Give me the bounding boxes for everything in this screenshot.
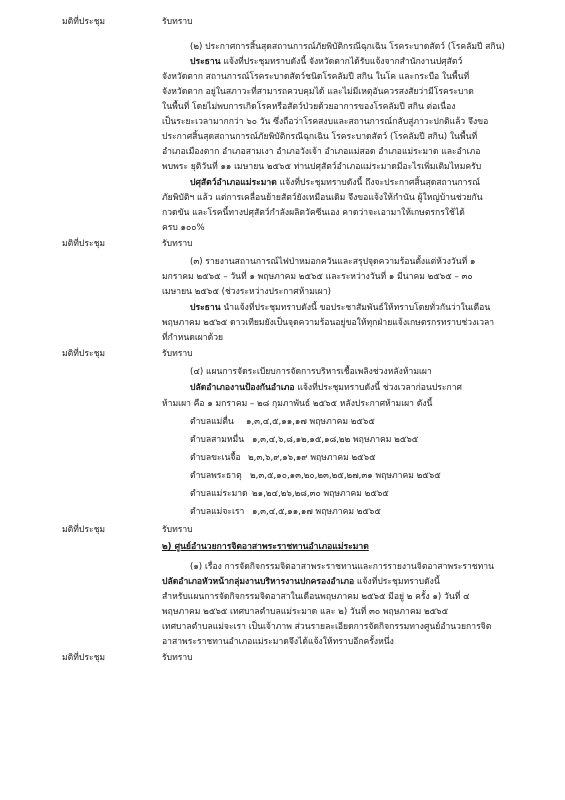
paragraph-line: ในพื้นที่ โดยไม่พบการเกิดโรคหรือสัตว์ป่วยด้วยอาการของโรคลัมปี สกิน ต่อเนื่อง [162,102,456,112]
subdistrict-name: ตำบลขะเนจื้อ [190,453,241,463]
paragraph-line: จังหวัดตาก สถานการณ์โรคระบาดสัตว์ชนิดโรคลัมปี สกิน ในโค และกระบือ ในพื้นที่ [162,72,470,82]
paragraph-line: (๓) รายงานสถานการณ์ไฟป่าหมอกควันและสรุปจุดความร้อนตั้งแต่ห้วงวันที่ ๑ [190,257,476,267]
paragraph-line: แจ้งที่ประชุมทราบดังนี้ จังหวัดตากได้รับแจ้งจากสำนักงานปศุสัตว์ [223,57,463,67]
paragraph-line: (๑) เรื่อง การจัดกิจกรรมจิตอาสาพระราชทานและการรายงานจิตอาสาพระราชทาน [190,562,494,572]
paragraph-line: ประกาศสิ้นสุดสถานการณ์ภัยพิบัติกรณีฉุกเฉิน โรคระบาดสัตว์ (โรคลัมปี สกิน) ในพื้นที่ [162,132,478,142]
paragraph-line: ห้ามเผา คือ ๑ มกราคม – ๒๘ กุมภาพันธ์ ๒๕๖๕ หลังประกาศห้ามเผา ดังนี้ [162,399,433,409]
paragraph-line: แจ้งที่ประชุมทราบดังนี้ ช่วงเวลาก่อนประกาศ [297,383,463,393]
paragraph-line: มกราคม ๒๕๖๕ – วันที่ ๑ พฤษภาคม ๒๕๖๕ และระหว่างวันที่ ๑ มีนาคม ๒๕๖๕ – ๓๐ [162,272,473,282]
paragraph-line: ภัยพิบัติฯ แล้ว แต่การเคลื่อนย้ายสัตว์ยังเหมือนเดิม จึงขอแจ้งให้กำนัน ผู้ใหญ่บ้านช่วยกัน [162,193,483,203]
paragraph-line: สำหรับแผนการจัดกิจกรรมจิตอาสาในเดือนพฤษภาคม ๒๕๖๕ มีอยู่ ๒ ครั้ง ๑) วันที่ ๔ [162,592,470,602]
burning-days: ๒,๓,๖,๙,๑๖,๑๙ พฤษภาคม ๒๕๖๕ [248,453,376,463]
paragraph-line: อาสาพระราชทานอำเภอแม่ระมาดจึงได้แจ้งให้ทราบอีกครั้งหนึ่ง [162,637,394,647]
burning-days: ๑,๓,๔,๕,๑๑,๑๗ พฤษภาคม ๒๕๖๕ [246,417,375,427]
resolution-label: มติที่ประชุม [62,239,106,249]
burning-days: ๒๑,๒๔,๒๖,๒๘,๓๐ พฤษภาคม ๒๕๖๕ [252,489,389,499]
paragraph-line: นำแจ้งที่ประชุมทราบดังนี้ ขอประชาสัมพันธ์ให้ทราบโดยทั่วกันว่าในเดือน [223,303,491,313]
paragraph-line: พบพระ ยุติวันที่ ๑๑ เมษายน ๒๕๖๕ ท่านปศุสัตว์อำเภอแม่ระมาดมีอะไรเพิ่มเติมไหมครับ [162,162,482,172]
resolution-label: มติที่ประชุม [62,653,106,663]
subdistrict-name: ตำบลสามหมื่น [190,435,245,445]
paragraph-line: ครบ ๑๐๐% [162,223,205,233]
burning-days: ๒,๓,๕,๑๐,๑๓,๒๐,๒๓,๒๕,๒๗,๓๑ พฤษภาคม ๒๕๖๕ [250,471,441,481]
paragraph-line: แจ้งที่ประชุมทราบดังนี้ [356,577,440,587]
covid-end-title: (๒) ประกาศการสิ้นสุดสถานการณ์ภัยพิบัติกรณีฉุกเฉิน โรคระบาดสัตว์ (โรคลัมปี สกิน) [190,42,505,52]
paragraph-line: อำเภอเมืองตาก อำเภอสามเงา อำเภอวังเจ้า อำเภอแม่สอด อำเภอแม่ระมาด และอำเภอ [162,147,481,157]
chair-lead: ประธาน [190,57,221,67]
paragraph-line: เมษายน ๒๕๖๕ (ช่วงระหว่างประกาศห้ามเผา) [162,287,332,297]
resolution-label: มติที่ประชุม [62,525,106,535]
paragraph-line: แจ้งที่ประชุมทราบดังนี้ ถึงจะประกาศสิ้นสุดสถานการณ์ [279,178,481,188]
paragraph-line: ที่กำหนดเผาด้วย [162,333,224,343]
acknowledged-text: รับทราบ [162,525,193,535]
paragraph-line: เป็นระยะเวลามากกว่า ๖๐ วัน ซึ่งถือว่าโรคสงบและสถานการณ์กลับสู่ภาวะปกติแล้ว จึงขอ [162,117,489,127]
admin-officer-lead: ปลัดอำเภอหัวหน้ากลุ่มงานบริหารงานปกครองอำเภอ [162,577,355,587]
district-officer-lead: ปลัดอำเภองานป้องกันอำเภอ [190,383,295,393]
paragraph-line: พฤษภาคม ๒๕๖๕ เทศบาลตำบลแม่ระมาด และ ๒) วันที่ ๓๐ พฤษภาคม ๒๕๖๕ [162,607,449,617]
subdistrict-name: ตำบลพระธาตุ [190,471,242,481]
volunteer-section-heading: ๒) ศูนย์อำนวยการจิตอาสาพระราชทานอำเภอแม่ระมาด [162,542,369,552]
livestock-officer-lead: ปศุสัตว์อำเภอแม่ระมาด [190,178,277,188]
paragraph-line: จังหวัดตาก อยู่ในสภาวะที่สามารถควบคุมได้ และไม่มีเหตุอันควรสงสัยว่ามีโรคระบาด [162,87,474,97]
chair-lead: ประธาน [190,303,221,313]
resolution-label: มติที่ประชุม [62,349,106,359]
resolution-label: มติที่ประชุม [62,17,106,27]
acknowledged-text: รับทราบ [162,653,193,663]
burning-days: ๑,๓,๔,๕,๑๑,๑๗ พฤษภาคม ๒๕๖๕ [252,507,381,517]
subdistrict-name: ตำบลแม่ตื่น [190,417,234,427]
paragraph-line: เทศบาลตำบลแม่จะเรา เป็นเจ้าภาพ ส่วนรายละเอียดการจัดกิจกรรมทางศูนย์อำนวยการจิต [162,622,492,632]
burning-plan-title: (๔) แผนการจัดระเบียบการจัดการบริหารเชื้อเพลิงช่วงหลังห้ามเผา [190,367,432,377]
subdistrict-name: ตำบลแม่ระมาด [190,489,248,499]
acknowledged-text: รับทราบ [162,349,193,359]
paragraph-line: กวดขัน และโรคนี้ทางปศุสัตว์กำลังผลิตวัคซีนเอง คาดว่าจะเอามาให้เกษตรกรใช้ได้ [162,208,465,218]
acknowledged-text: รับทราบ [162,17,193,27]
acknowledged-text: รับทราบ [162,239,193,249]
paragraph-line: พฤษภาคม ๒๕๖๕ ดาวเทียมยังเป็นจุดความร้อนอยู่ขอให้ทุกฝ่ายแจ้งเกษตรกรทราบช่วงเวลา [162,318,495,328]
burning-days: ๑,๓,๔,๖,๘,๑๒,๑๕,๑๘,๒๒ พฤษภาคม ๒๕๖๕ [252,435,419,445]
subdistrict-name: ตำบลแม่จะเรา [190,507,245,517]
